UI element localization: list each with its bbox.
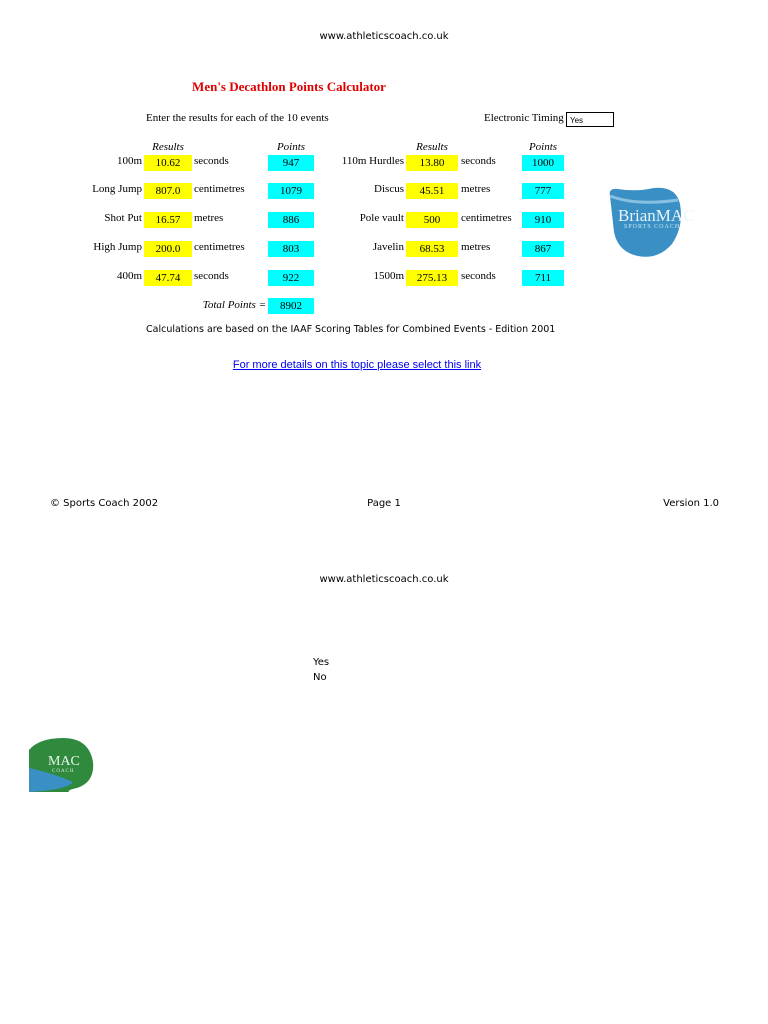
points-value: 910 <box>522 212 564 228</box>
logo-text: BrianMAC <box>618 206 695 225</box>
result-input[interactable]: 10.62 <box>144 155 192 171</box>
electronic-timing-select[interactable]: Yes <box>566 112 614 127</box>
points-value: 867 <box>522 241 564 257</box>
result-input[interactable]: 200.0 <box>144 241 192 257</box>
timing-option-yes: Yes <box>313 657 330 668</box>
brianmac-logo-right <box>606 186 695 258</box>
event-unit: seconds <box>194 270 229 282</box>
points-value: 1000 <box>522 155 564 171</box>
event-unit: metres <box>461 183 491 195</box>
event-unit: centimetres <box>461 212 512 224</box>
points-value: 711 <box>522 270 564 286</box>
event-unit: centimetres <box>194 183 245 195</box>
event-name: Javelin <box>372 241 404 253</box>
event-unit: metres <box>461 241 491 253</box>
result-input[interactable]: 47.74 <box>144 270 192 286</box>
timing-option-no: No <box>313 672 327 683</box>
results-header-right: Results <box>416 141 448 153</box>
result-input[interactable]: 500 <box>406 212 458 228</box>
points-header-left: Points <box>276 141 306 153</box>
event-name: Long Jump <box>92 183 142 195</box>
footer-page-number: Page 1 <box>367 498 401 509</box>
event-name: 1500m <box>373 270 404 282</box>
result-input[interactable]: 275.13 <box>406 270 458 286</box>
result-input[interactable]: 68.53 <box>406 241 458 257</box>
points-header-right: Points <box>528 141 558 153</box>
total-points-value: 8902 <box>268 298 314 314</box>
timing-label: Electronic Timing <box>484 112 564 124</box>
total-points-label: Total Points = <box>202 299 266 311</box>
event-name: Discus <box>374 183 404 195</box>
logo-subtext: SPORTS COACH <box>624 224 681 230</box>
site-header: www.athleticscoach.co.uk <box>319 31 449 42</box>
event-name: 110m Hurdles <box>341 155 404 167</box>
event-unit: seconds <box>194 155 229 167</box>
event-name: 100m <box>116 155 142 167</box>
points-value: 803 <box>268 241 314 257</box>
event-unit: seconds <box>461 270 496 282</box>
page2-site-header: www.athleticscoach.co.uk <box>319 574 449 585</box>
points-value: 922 <box>268 270 314 286</box>
event-name: Pole vault <box>359 212 404 224</box>
results-header-left: Results <box>152 141 184 153</box>
footer-version: Version 1.0 <box>663 498 719 509</box>
result-input[interactable]: 13.80 <box>406 155 458 171</box>
points-value: 947 <box>268 155 314 171</box>
points-value: 1079 <box>268 183 314 199</box>
result-input[interactable]: 807.0 <box>144 183 192 199</box>
footer-copyright: © Sports Coach 2002 <box>50 498 159 509</box>
event-unit: seconds <box>461 155 496 167</box>
intro-text: Enter the results for each of the 10 events <box>146 112 329 124</box>
brianmac-logo-left <box>49 738 95 792</box>
event-unit: centimetres <box>194 241 245 253</box>
event-unit: metres <box>194 212 224 224</box>
result-input[interactable]: 16.57 <box>144 212 192 228</box>
page-title: Men's Decathlon Points Calculator <box>192 79 386 94</box>
logo-text: MAC <box>48 754 80 769</box>
event-name: 400m <box>116 270 142 282</box>
scoring-note: Calculations are based on the IAAF Scoring Tables for Combined Events - Edition 2001 <box>146 324 556 335</box>
result-input[interactable]: 45.51 <box>406 183 458 199</box>
points-value: 777 <box>522 183 564 199</box>
event-name: Shot Put <box>104 212 142 224</box>
more-details-link[interactable]: For more details on this topic please select this link <box>232 359 482 371</box>
event-name: High Jump <box>93 241 142 253</box>
logo-subtext: COACH <box>52 769 75 774</box>
points-value: 886 <box>268 212 314 228</box>
